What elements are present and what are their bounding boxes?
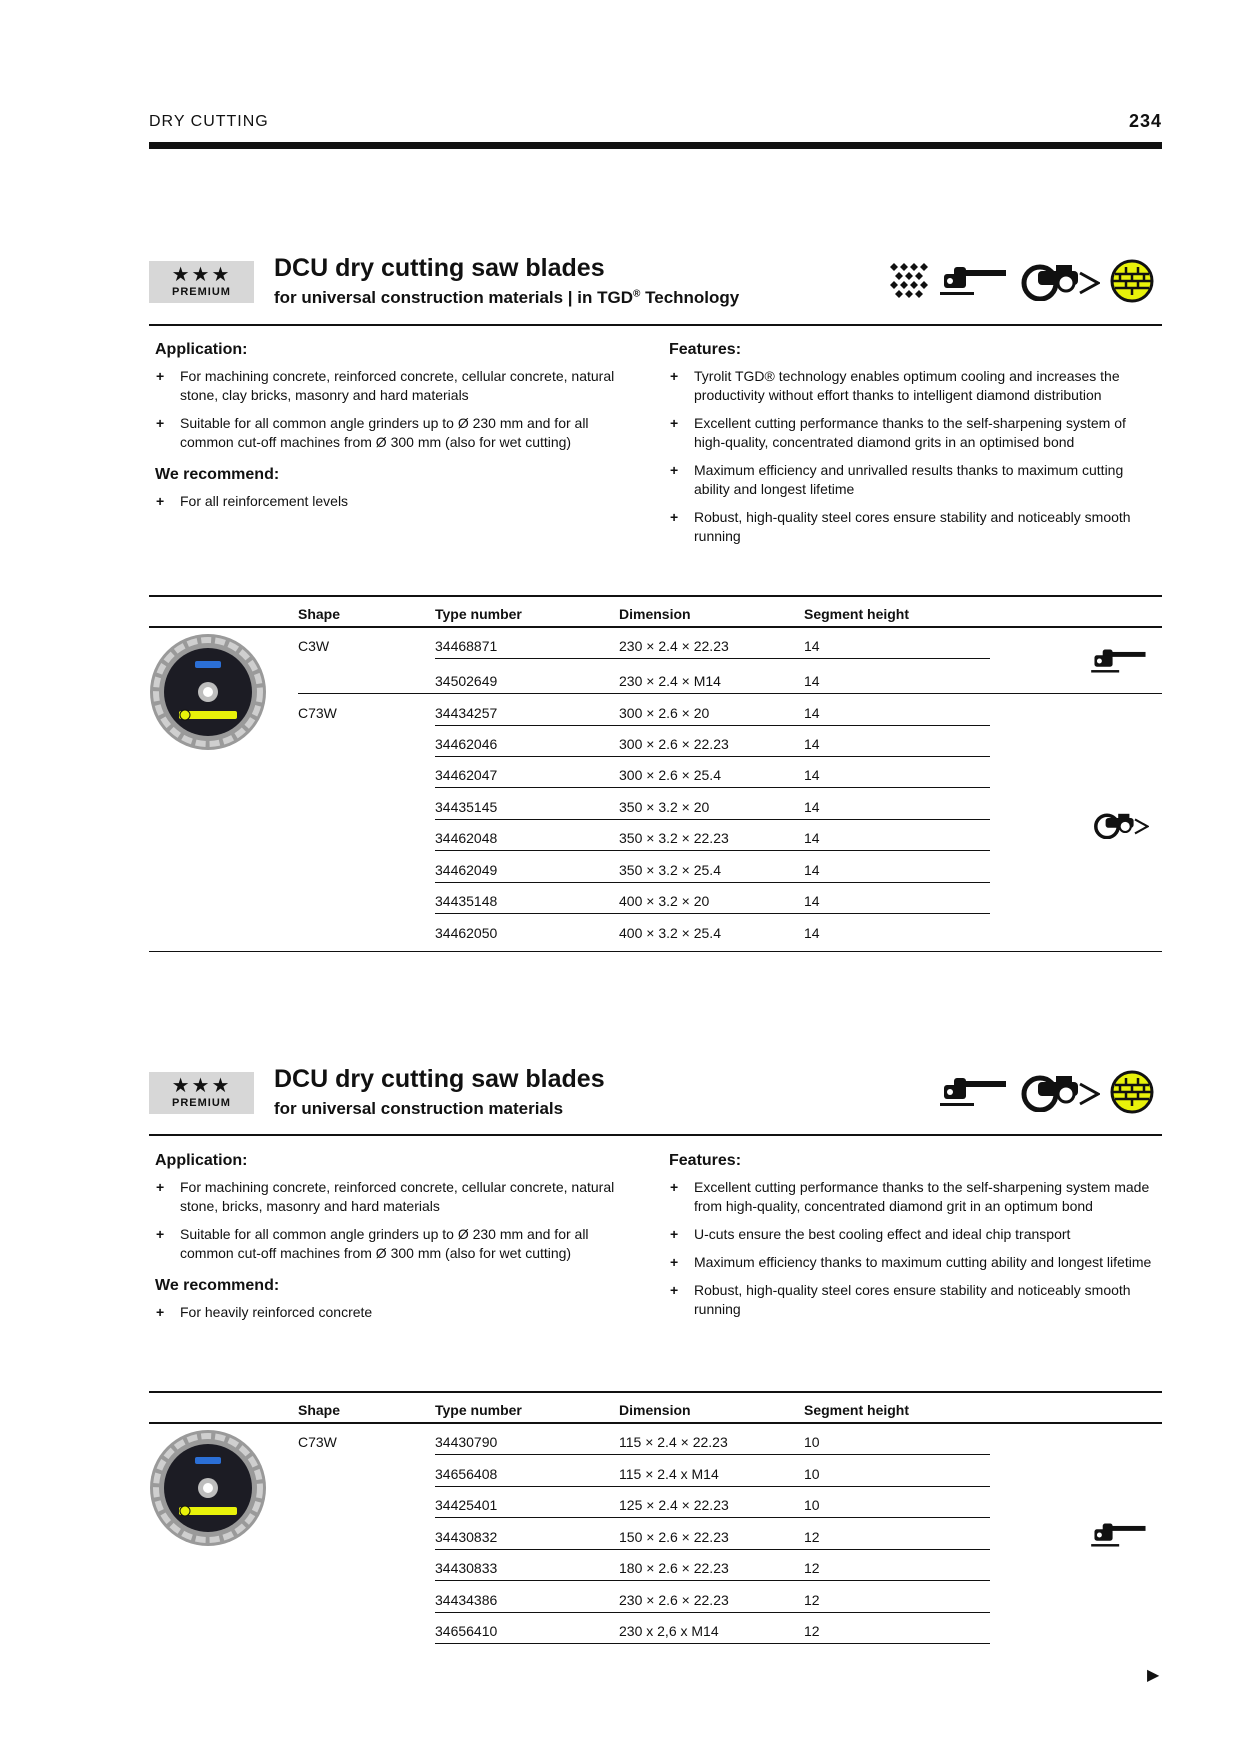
cell-dimension: 150 × 2.6 × 22.23 (619, 1529, 729, 1545)
diamond-distribution-icon (890, 261, 930, 301)
features-list (663, 367, 1153, 546)
recommend-list (149, 492, 639, 511)
cell-segment: 10 (804, 1466, 820, 1482)
application-list (149, 1178, 639, 1263)
cell-type: 34435145 (435, 799, 498, 815)
list-item: + Robust, high-quality steel cores ensure stability and noticeably smooth running (663, 1281, 1153, 1319)
table-row (149, 852, 1162, 883)
table-row (149, 1424, 1162, 1455)
col-header-shape: Shape (298, 606, 341, 622)
page-number: 234 (1128, 111, 1162, 131)
table-bottom-rule (149, 951, 1162, 952)
premium-badge (149, 261, 254, 303)
list-item: + For heavily reinforced concrete (149, 1303, 639, 1322)
table-row (149, 757, 1162, 788)
table-row (149, 1487, 1162, 1518)
col-header-segment: Segment height (804, 606, 910, 622)
table-row (149, 663, 1162, 694)
cell-dimension: 115 × 2.4 × 22.23 (619, 1434, 728, 1450)
stars-icon: ★★★ (171, 264, 232, 286)
cell-type: 34425401 (435, 1497, 498, 1513)
application-column (149, 1152, 639, 1336)
list-item: + Tyrolit TGD® technology enables optimum cooling and increases the productivity without effort thanks to intelligent diamond distribution (663, 367, 1153, 405)
features-heading: Features: (669, 341, 742, 358)
cell-segment: 14 (804, 673, 820, 689)
list-item: + Robust, high-quality steel cores ensure stability and noticeably smooth running (663, 508, 1153, 546)
cell-shape: C73W (298, 1434, 337, 1450)
cell-type: 34468871 (435, 638, 498, 654)
cell-dimension: 230 × 2.4 × M14 (619, 673, 721, 689)
cut-off-machine-icon (1020, 261, 1100, 301)
list-item: + Excellent cutting performance thanks to the self-sharpening system made from high-quality, concentrated diamond grit in an optimum bond (663, 1178, 1153, 1216)
product-title: DCU dry cutting saw blades (274, 254, 605, 282)
angle-grinder-icon (940, 1075, 1010, 1109)
stars-icon: ★★★ (171, 1075, 232, 1097)
list-item: + For machining concrete, reinforced concrete, cellular concrete, natural stone, clay bricks, masonry and hard materials (149, 367, 639, 405)
list-item: + Suitable for all common angle grinders up to Ø 230 mm and for all common cut-off machines from Ø 300 mm (also for wet cutting) (149, 414, 639, 452)
cell-dimension: 350 × 3.2 × 22.23 (619, 830, 729, 846)
cell-segment: 14 (804, 799, 820, 815)
list-item: + For all reinforcement levels (149, 492, 639, 511)
table-row (149, 1582, 1162, 1613)
features-column (663, 341, 1153, 560)
cell-type: 34430832 (435, 1529, 498, 1545)
next-page-arrow-icon[interactable]: ▶ (1147, 1667, 1160, 1684)
cell-type: 34434386 (435, 1592, 498, 1608)
premium-badge (149, 1072, 254, 1114)
table-row (149, 789, 1162, 820)
cell-segment: 14 (804, 925, 820, 941)
cell-dimension: 230 × 2.6 × 22.23 (619, 1592, 729, 1608)
recommend-heading: We recommend: (155, 466, 280, 483)
row-divider (298, 693, 1162, 694)
cell-dimension: 180 × 2.6 × 22.23 (619, 1560, 729, 1576)
angle-grinder-icon (1091, 1521, 1149, 1554)
row-divider (435, 850, 990, 851)
badge-label: PREMIUM (172, 1097, 231, 1109)
row-divider (435, 913, 990, 914)
cell-dimension: 300 × 2.6 × 25.4 (619, 767, 721, 783)
cell-type: 34435148 (435, 893, 498, 909)
cell-shape: C3W (298, 638, 330, 654)
cell-dimension: 300 × 2.6 × 22.23 (619, 736, 729, 752)
table-row (149, 820, 1162, 851)
cell-type: 34462046 (435, 736, 498, 752)
col-header-dimension: Dimension (619, 606, 691, 622)
table-header (149, 1391, 1162, 1422)
product-subtitle: for universal construction materials (274, 1099, 564, 1118)
cell-dimension: 350 × 3.2 × 25.4 (619, 862, 721, 878)
table-row (149, 695, 1162, 726)
application-column (149, 341, 639, 525)
table-row (149, 1456, 1162, 1487)
recommend-heading: We recommend: (155, 1277, 280, 1294)
angle-grinder-icon (940, 264, 1010, 298)
list-item: + Excellent cutting performance thanks to the self-sharpening system of high-quality, concentrated diamond grits in an optimised bond (663, 414, 1153, 452)
cell-dimension: 400 × 3.2 × 20 (619, 893, 710, 909)
cell-dimension: 350 × 3.2 × 20 (619, 799, 710, 815)
list-item: + For machining concrete, reinforced concrete, cellular concrete, natural stone, bricks, masonry and hard materials (149, 1178, 639, 1216)
cell-type: 34434257 (435, 705, 498, 721)
table-header (149, 595, 1162, 626)
cell-shape: C73W (298, 705, 337, 721)
cell-type: 34462047 (435, 767, 498, 783)
cell-type: 34462049 (435, 862, 498, 878)
cell-dimension: 125 × 2.4 × 22.23 (619, 1497, 729, 1513)
cell-type: 34462048 (435, 830, 498, 846)
cell-segment: 14 (804, 830, 820, 846)
col-header-type: Type number (435, 606, 522, 622)
cell-segment: 12 (804, 1592, 820, 1608)
application-heading: Application: (155, 341, 248, 358)
header-rule (149, 142, 1162, 149)
row-divider (435, 658, 990, 659)
features-column (663, 1152, 1153, 1333)
col-header-segment: Segment height (804, 1402, 910, 1418)
list-item: + Maximum efficiency thanks to maximum cutting ability and longest lifetime (663, 1253, 1153, 1272)
cell-type: 34656410 (435, 1623, 498, 1639)
application-list (149, 367, 639, 452)
row-divider (435, 787, 990, 788)
cell-type: 34656408 (435, 1466, 498, 1482)
section-rule (149, 1134, 1162, 1136)
cell-segment: 14 (804, 638, 820, 654)
table-row (149, 628, 1162, 659)
badge-label: PREMIUM (172, 286, 231, 298)
cell-segment: 14 (804, 736, 820, 752)
application-heading: Application: (155, 1152, 248, 1169)
cell-type: 34430790 (435, 1434, 498, 1450)
product-subtitle: for universal construction materials | in TGD® Technology (274, 288, 740, 307)
cell-segment: 10 (804, 1434, 820, 1450)
application-icons (890, 257, 1154, 305)
running-header: DRY CUTTING (149, 113, 269, 130)
table-row (149, 726, 1162, 757)
cell-segment: 14 (804, 862, 820, 878)
cell-segment: 14 (804, 893, 820, 909)
masonry-brick-icon (1110, 1070, 1154, 1114)
table-row (149, 1613, 1162, 1644)
application-icons (940, 1068, 1154, 1116)
angle-grinder-icon (1091, 647, 1149, 680)
col-header-dimension: Dimension (619, 1402, 691, 1418)
recommend-list (149, 1303, 639, 1322)
table-row (149, 1519, 1162, 1550)
cell-segment: 10 (804, 1497, 820, 1513)
section-rule (149, 324, 1162, 326)
masonry-brick-icon (1110, 259, 1154, 303)
list-item: + U-cuts ensure the best cooling effect and ideal chip transport (663, 1225, 1153, 1244)
cell-dimension: 115 × 2.4 x M14 (619, 1466, 719, 1482)
cell-type: 34502649 (435, 673, 498, 689)
cell-dimension: 230 × 2.4 × 22.23 (619, 638, 729, 654)
cell-dimension: 400 × 3.2 × 25.4 (619, 925, 721, 941)
col-header-shape: Shape (298, 1402, 341, 1418)
list-item: + Suitable for all common angle grinders up to Ø 230 mm and for all common cut-off machines from Ø 300 mm (also for wet cutting) (149, 1225, 639, 1263)
product-title: DCU dry cutting saw blades (274, 1065, 605, 1093)
product-table (149, 1391, 1162, 1651)
cell-type: 34430833 (435, 1560, 498, 1576)
cell-segment: 12 (804, 1529, 820, 1545)
cell-dimension: 300 × 2.6 × 20 (619, 705, 710, 721)
cell-segment: 12 (804, 1623, 820, 1639)
table-row (149, 883, 1162, 914)
cell-segment: 14 (804, 767, 820, 783)
row-divider (435, 1517, 990, 1518)
col-header-type: Type number (435, 1402, 522, 1418)
table-row (149, 915, 1162, 946)
cell-dimension: 230 x 2,6 x M14 (619, 1623, 719, 1639)
table-row (149, 1550, 1162, 1581)
cut-off-machine-icon (1093, 811, 1149, 844)
features-heading: Features: (669, 1152, 742, 1169)
row-divider (435, 1580, 990, 1581)
cell-segment: 12 (804, 1560, 820, 1576)
list-item: + Maximum efficiency and unrivalled results thanks to maximum cutting ability and longest lifetime (663, 461, 1153, 499)
row-divider (435, 1643, 990, 1644)
cell-segment: 14 (804, 705, 820, 721)
product-table (149, 595, 1162, 955)
cut-off-machine-icon (1020, 1072, 1100, 1112)
row-divider (435, 1454, 990, 1455)
cell-type: 34462050 (435, 925, 498, 941)
features-list (663, 1178, 1153, 1319)
